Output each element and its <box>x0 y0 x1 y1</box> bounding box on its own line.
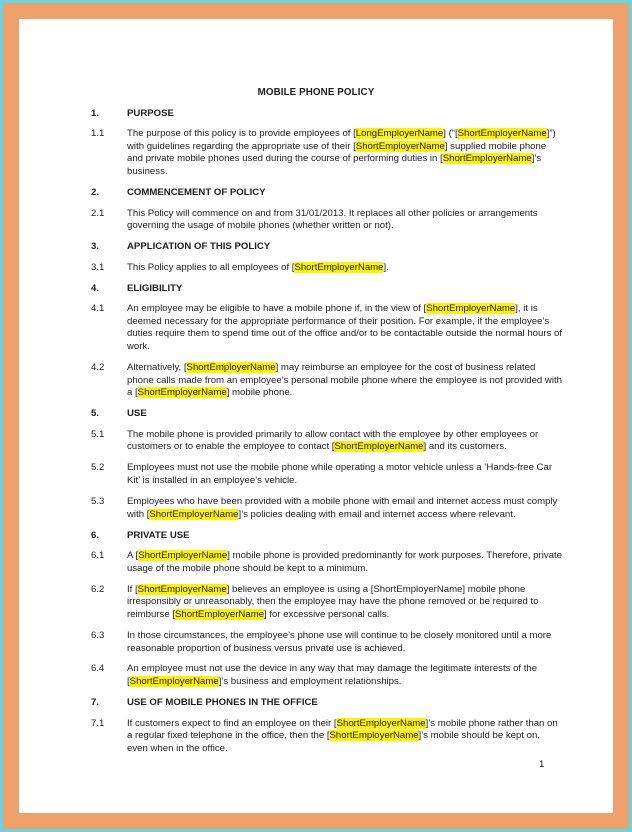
section-title: COMMENCEMENT OF POLICY <box>127 186 266 198</box>
clause-text: The purpose of this policy is to provide employees of [ <box>127 128 356 140</box>
clause-text: ]’s policies dealing with email and internet access where relevant. <box>238 508 516 520</box>
clause-text: ]. <box>383 261 389 273</box>
placeholder-field: ShortEmployerName <box>137 583 227 595</box>
clause-text: ]’s business and employment relationships. <box>218 676 402 688</box>
clause-number: 5.3 <box>91 495 105 507</box>
clause <box>91 128 563 178</box>
clause-text: Alternatively, [ <box>127 362 187 374</box>
clause-text: If customers expect to find an employee on their [ <box>127 717 337 729</box>
section-title: PRIVATE USE <box>127 529 190 541</box>
clause <box>91 718 563 756</box>
clause-number: 4.2 <box>91 362 105 374</box>
clause-number: 1.1 <box>91 128 105 140</box>
clause <box>91 496 563 521</box>
clause-text: The mobile phone is provided primarily to allow contact with the employee by other employees or customers or to enable the employee to contact [ <box>127 428 539 453</box>
policy-document <box>91 87 563 764</box>
clause-text: ]’s business. <box>127 153 542 177</box>
clause-text: This Policy applies to all employees of [ <box>127 261 295 273</box>
clause-text: Employees must not use the mobile phone while operating a motor vehicle unless a ‘Hands-free Car Kit’ is installed in an employee’s vehicle. <box>127 462 553 486</box>
document-title: MOBILE PHONE POLICY <box>257 87 375 98</box>
section-number: 2. <box>91 186 100 198</box>
clause-number: 7.1 <box>91 717 105 729</box>
section-heading <box>91 530 563 543</box>
clause-text: This Policy will commence on and from 31/01/2013. It replaces all other policies or arrangements governing the usage of mobile phones (whether written or not). <box>127 207 538 232</box>
clause-text: A [ <box>127 550 139 562</box>
clause-text: ] supplied mobile phone and private mobile phones used during the course of performing duties in [ <box>127 140 547 165</box>
section-number: 3. <box>91 241 100 253</box>
section-heading <box>91 283 563 296</box>
section-number: 7. <box>91 697 100 709</box>
placeholder-field: ShortEmployerName <box>426 303 516 315</box>
clause-text: ] mobile phone is provided predominantly for work purposes. Therefore, private usage of the mobile phone should be kept to a minimum. <box>127 550 562 574</box>
clause-text: ] believes an employee is using a [ShortEmployerName] mobile phone irresponsibly or unreasonably, then the employee may have the phone removed or be required to reimburse [ <box>127 583 539 620</box>
section-heading <box>91 241 563 254</box>
placeholder-field: LongEmployerName <box>355 128 444 140</box>
clause-number: 5.2 <box>91 462 105 474</box>
clause-number: 6.2 <box>91 583 105 595</box>
placeholder-field: ShortEmployerName <box>334 441 424 453</box>
section-title: APPLICATION OF THIS POLICY <box>127 241 271 253</box>
section-title: USE OF MOBILE PHONES IN THE OFFICE <box>127 697 318 709</box>
clause-text: ] for excessive personal calls. <box>264 608 390 620</box>
clause-number: 2.1 <box>91 207 105 219</box>
clause <box>91 550 563 575</box>
placeholder-field: ShortEmployerName <box>294 261 384 273</box>
clause-text: ] and its customers. <box>423 441 507 453</box>
clause-text: ]’s mobile phone rather than on a regular fixed telephone in the office, then the [ <box>127 717 558 742</box>
clause-text: ]”) with guidelines regarding the appropriate use of their [ <box>127 128 556 152</box>
image-border <box>3 3 629 829</box>
section-title: USE <box>127 408 147 420</box>
section-number: 4. <box>91 282 100 294</box>
clause-text: If [ <box>127 583 138 595</box>
clause-number: 6.1 <box>91 550 105 562</box>
clause-number: 3.1 <box>91 261 105 273</box>
placeholder-field: ShortEmployerName <box>174 608 265 620</box>
clause <box>91 663 563 688</box>
placeholder-field: ShortEmployerName <box>186 362 276 374</box>
placeholder-field: ShortEmployerName <box>442 153 532 165</box>
section-heading <box>91 108 563 121</box>
clause-text: An employee must not use the device in any way that may damage the legitimate interests of the [ <box>127 663 538 688</box>
clause-text: ], it is deemed necessary for the appropriate performance of their position. For example, if the employee’s duties require them to spend time out of the office and/or to be contactable outside the normal hours of work. <box>127 303 563 353</box>
clause <box>91 362 563 400</box>
section-number: 6. <box>91 529 100 541</box>
placeholder-field: ShortEmployerName <box>329 730 419 742</box>
clause <box>91 429 563 454</box>
clause-number: 5.1 <box>91 428 105 440</box>
clause-text: In those circumstances, the employee’s phone use will continue to be closely monitored until a more reasonable proportion of business versus private use is achieved. <box>127 629 552 654</box>
section-heading <box>91 408 563 421</box>
clause-text: ] (“[ <box>443 128 458 140</box>
clause-number: 6.3 <box>91 629 105 641</box>
clause <box>91 584 563 622</box>
document-page <box>19 19 613 813</box>
clause-text: ] may reimburse an employee for the cost of business related phone calls made from an employee’s personal mobile phone where the employee is not provided with a [ <box>127 362 562 399</box>
clause-number: 4.1 <box>91 303 105 315</box>
page-number: 1 <box>539 759 545 770</box>
section-heading <box>91 187 563 200</box>
section-title: ELIGIBILITY <box>127 282 183 294</box>
clause-text: ] mobile phone. <box>226 387 293 399</box>
placeholder-field: ShortEmployerName <box>149 508 239 520</box>
clause-text: Employees who have been provided with a mobile phone with email and internet access must comply with [ <box>127 495 558 520</box>
clause <box>91 262 563 275</box>
clause <box>91 462 563 487</box>
clause-text: ]’s mobile should be kept on, even when in the office. <box>127 730 540 754</box>
clause-number: 6.4 <box>91 663 105 675</box>
clause-text: An employee may be eligible to have a mobile phone if, in the view of [ <box>127 303 427 315</box>
clause <box>91 303 563 353</box>
placeholder-field: ShortEmployerName <box>137 387 227 399</box>
placeholder-field: ShortEmployerName <box>129 676 219 688</box>
section-number: 1. <box>91 107 100 119</box>
clause <box>91 630 563 655</box>
section-number: 5. <box>91 408 100 420</box>
clause <box>91 208 563 233</box>
section-heading <box>91 697 563 710</box>
placeholder-field: ShortEmployerName <box>336 717 426 729</box>
placeholder-field: ShortEmployerName <box>355 140 445 152</box>
placeholder-field: ShortEmployerName <box>138 550 228 562</box>
section-title: PURPOSE <box>127 107 174 119</box>
placeholder-field: ShortEmployerName <box>457 128 547 140</box>
